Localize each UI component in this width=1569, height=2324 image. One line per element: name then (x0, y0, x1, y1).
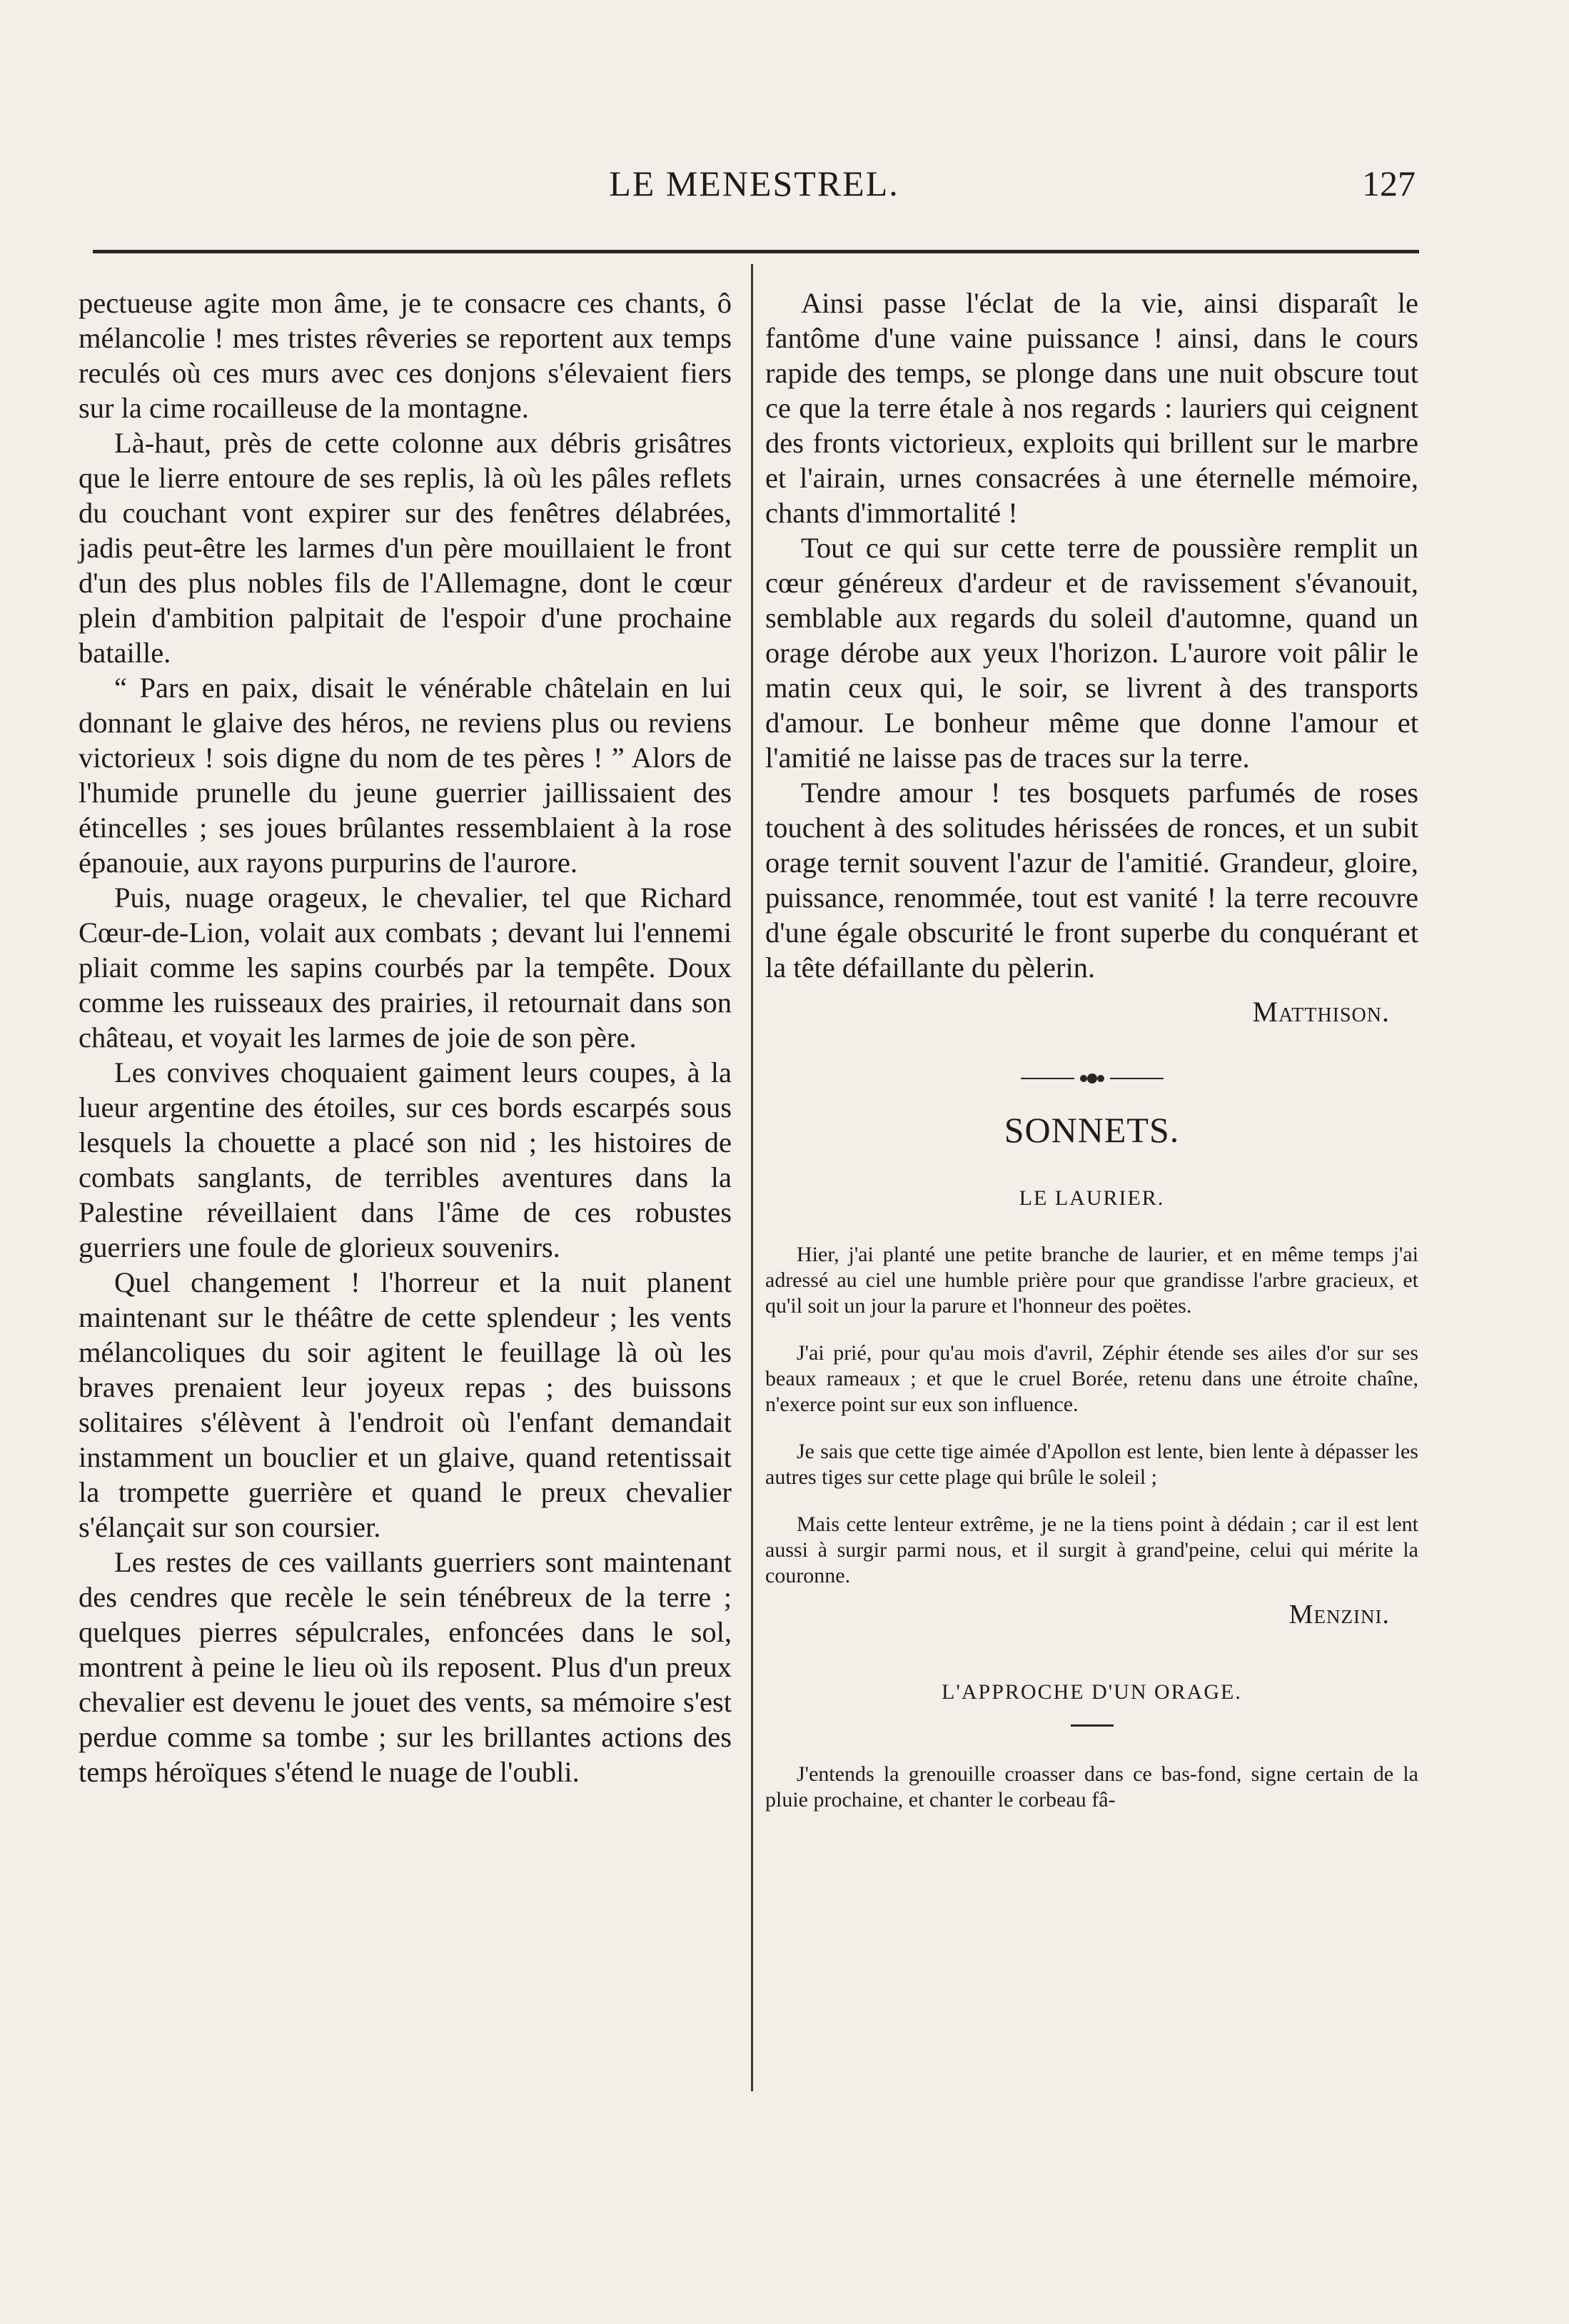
sonnet-stanza: Mais cette lenteur extrême, je ne la tiens point à dédain ; car il est lent aussi à surgir parmi nous, et il surgit à grand'peine, celui qui mérite la couronne. (765, 1512, 1418, 1587)
column-divider (751, 264, 753, 2091)
header-rule (93, 250, 1419, 253)
left-column (79, 286, 732, 1789)
paragraph: “ Pars en paix, disait le vénérable châtelain en lui donnant le glaive des héros, ne reviens plus ou reviens victorieux ! sois digne du nom de tes pères ! ” Alors de l'humide prunelle du jeune guerrier jaillissaient des étincelles ; ses joues brûlantes ressemblaient à la rose épanouie, aux rayons purpurins de l'aurore. (79, 672, 732, 879)
paragraph: Quel changement ! l'horreur et la nuit planent maintenant sur le théâtre de cette splendeur ; les vents mélancoliques du soir agitent le feuillage là où les braves prenaient leur joyeux repas ; des buissons solitaires s'élèvent à l'endroit où l'enfant demandait instamment un bouclier et un glaive, quand retentissait la trompette guerrière et quand le preux chevalier s'élançait sur son coursier. (79, 1266, 732, 1543)
section-title: SONNETS. (1004, 1110, 1180, 1150)
sonnet-stanza: Hier, j'ai planté une petite branche de laurier, et en même temps j'ai adressé au ciel une humble prière pour que grandisse l'arbre gracieux, et qu'il soit un jour la parure et l'honneur des poëtes. (765, 1243, 1418, 1318)
paragraph: Les restes de ces vaillants guerriers sont maintenant des cendres que recèle le sein ténébreux de la terre ; quelques pierres sépulcrales, enfoncées dans le sol, montrent à peine le lieu où ils reposent. Plus d'un preux chevalier est devenu le jouet des vents, sa mémoire s'est perdue comme sa tombe ; sur les brillantes actions des temps héroïques s'étend le nuage de l'oubli. (79, 1546, 732, 1788)
sonnet-title: L'APPROCHE D'UN ORAGE. (942, 1680, 1242, 1704)
author-signature: Menzini. (1288, 1600, 1390, 1630)
author-signature: Matthison. (1252, 996, 1390, 1028)
sonnet-stanza: J'ai prié, pour qu'au mois d'avril, Zéphir étende ses ailes d'or sur ses beaux rameaux ; et que le cruel Borée, retenu dans une étroite chaîne, n'exerce point sur eux son influence. (765, 1341, 1418, 1416)
right-column (765, 286, 1418, 1813)
sonnet-stanza: Je sais que cette tige aimée d'Apollon est lente, bien lente à dépasser les autres tiges sur cette plage qui brûle le soleil ; (765, 1440, 1418, 1489)
paragraph: Tout ce qui sur cette terre de poussière remplit un cœur généreux d'ardeur et de ravissement s'évanouit, semblable aux regards du soleil d'automne, quand un orage dérobe aux yeux l'horizon. L'aurore voit pâlir le matin ceux qui, le soir, se livrent à des transports d'amour. Le bonheur même que donne l'amour et l'amitié ne laisse pas de traces sur la terre. (765, 532, 1418, 774)
page-header (93, 163, 1416, 213)
journal-title: LE MENESTREL. (609, 163, 899, 203)
paragraph: Les convives choquaient gaiment leurs coupes, à la lueur argentine des étoiles, sur ces bords escarpés sous lesquels la chouette a placé son nid ; les histoires de combats sanglants, de terribles aventures dans la Palestine réveillaient dans l'âme de ces robustes guerriers une foule de glorieux souvenirs. (79, 1056, 732, 1263)
ornament-divider-icon (765, 1071, 1418, 1089)
paragraph: Là-haut, près de cette colonne aux débris grisâtres que le lierre entoure de ses replis, là où les pâles reflets du couchant vont expirer sur des fenêtres délabrées, jadis peut-être les larmes d'un père mouillaient le front d'un des plus nobles fils de l'Allemagne, dont le cœur plein d'ambition palpitait de l'espoir d'une prochaine bataille. (79, 427, 732, 669)
page-number: 127 (1362, 163, 1416, 203)
paragraph: Puis, nuage orageux, le chevalier, tel que Richard Cœur-de-Lion, volait aux combats ; devant lui l'ennemi pliait comme les sapins courbés par la tempête. Doux comme les ruisseaux des prairies, il retournait dans son château, et voyait les larmes de joie de son père. (79, 881, 732, 1054)
dash-divider (765, 1717, 1418, 1730)
paragraph: Ainsi passe l'éclat de la vie, ainsi disparaît le fantôme d'une vaine puissance ! ainsi, dans le cours rapide des temps, se plonge dans une nuit obscure tout ce que la terre étale à nos regards : lauriers qui ceignent des fronts victorieux, exploits qui brillent sur le marbre et l'airain, urnes consacrées à une éternelle mémoire, chants d'immortalité ! (765, 287, 1418, 529)
sonnet-title: LE LAURIER. (1019, 1186, 1165, 1210)
paragraph: Tendre amour ! tes bosquets parfumés de roses touchent à des solitudes hérissées de ronces, et un subit orage ternit souvent l'azur de l'amitié. Grandeur, gloire, puissance, renommée, tout est vanité ! la terre recouvre d'une égale obscurité le front superbe du conquérant et la tête défaillante du pèlerin. (765, 777, 1418, 984)
paragraph: pectueuse agite mon âme, je te consacre ces chants, ô mélancolie ! mes tristes rêveries se reportent aux temps reculés où ces murs avec ces donjons s'élevaient fiers sur la cime rocailleuse de la montagne. (79, 287, 732, 424)
sonnet-stanza: J'entends la grenouille croasser dans ce bas-fond, signe certain de la pluie prochaine, et chanter le corbeau fâ- (765, 1762, 1418, 1812)
